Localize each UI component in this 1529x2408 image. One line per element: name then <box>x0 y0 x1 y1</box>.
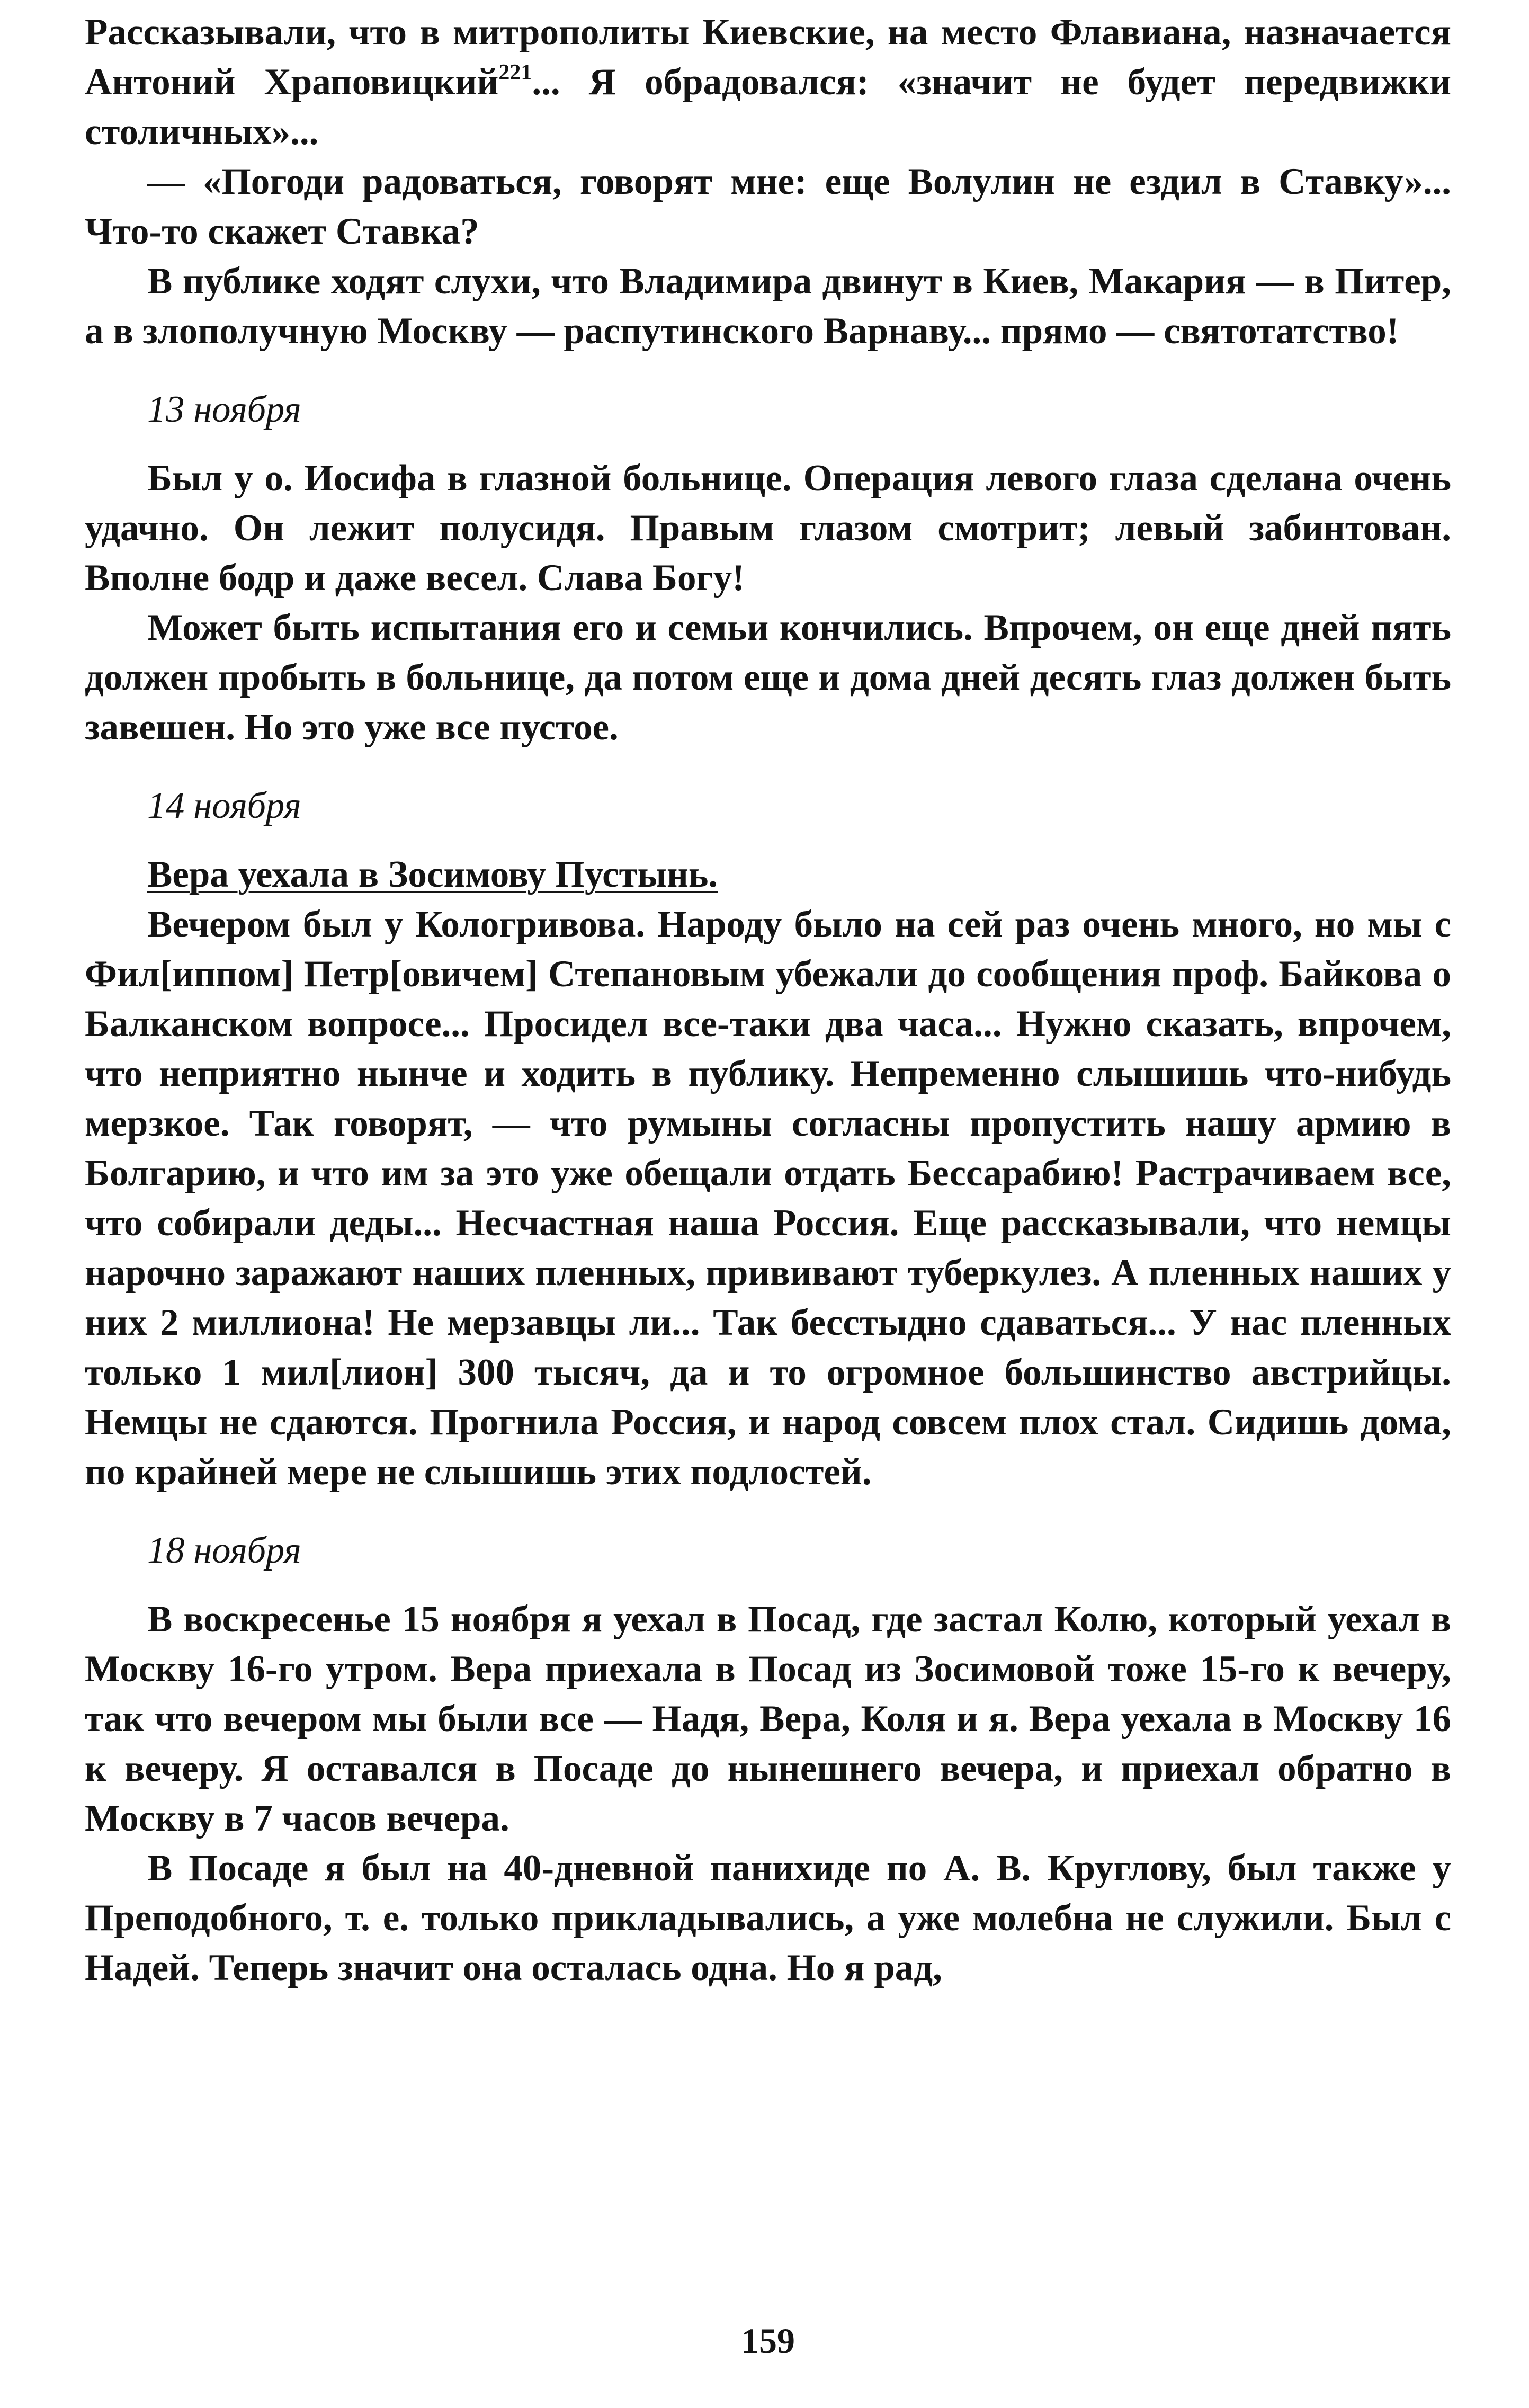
footnote-reference[interactable]: 221 <box>498 60 532 85</box>
paragraph-panikhida: В Посаде я был на 40-дневной панихиде по А. В. Круглову, был также у Преподобного, т. е. только прикладывались, а уже молебна не служили. Был с Надей. Теперь значит она осталась одна. Но я рад, <box>85 1848 1451 1988</box>
paragraph-kologrivov: Вечером был у Кологривова. Народу было на сей раз очень много, но мы с Фил[иппом] Петр[овичем] Степановым убежали до сообщения проф. Байкова о Балканском вопросе... Просидел все-таки два часа... Нужно сказать, впрочем, что неприятно нынче и ходить в публику. Непременно слышишь что-нибудь мерзкое. Так говорят, — что румыны согласны пропустить нашу армию в Болгарию, и что им за это уже обещали отдать Бессарабию! Растрачиваем все, что собирали деды... Несчастная наша Россия. Еще рассказывали, что немцы нарочно заражают наших пленных, прививают туберкулез. А пленных наших у них 2 миллиона! Не мерзавцы ли... Так бесстыдно сдаваться... У нас пленных только 1 мил[лион] 300 тысяч, да и то огромное большинство австрийцы. Немцы не сдаются. Прогнила Россия, и народ совсем плох стал. Сидишь дома, по крайней мере не слышишь этих подлостей. <box>85 904 1451 1493</box>
underlined-text: Вера уехала в Зосимову Пустынь. <box>147 854 718 895</box>
page-number: 159 <box>741 2321 795 2361</box>
entry-date: 14 ноября <box>147 785 301 826</box>
paragraph-metropolitans <box>85 0 1451 157</box>
entry-date: 13 ноября <box>147 389 301 430</box>
paragraph-rumors: В публике ходят слухи, что Владимира двинут в Киев, Макария — в Питер, а в злополучную Москву — распутинского Варнаву... прямо — святотатство! <box>85 261 1451 352</box>
paragraph-text: Рассказывали, что в митрополиты Киевские, на место Флавиана, назначается Антоний Храповицкий <box>85 12 1451 103</box>
paragraph-trials: Может быть испытания его и семьи кончились. Впрочем, он еще дней пять должен пробыть в больнице, да потом еще и дома дней десять глаз должен быть завешен. Но это уже все пустое. <box>85 607 1451 748</box>
paragraph-posad-trip: В воскресенье 15 ноября я уехал в Посад, где застал Колю, который уехал в Москву 16-го утром. Вера приехала в Посад из Зосимовой тоже 15-го к вечеру, так что вечером мы были все — Надя, Вера, Коля и я. Вера уехала в Москву 16 к вечеру. Я оставался в Посаде до нынешнего вечера, и приехал обратно в Москву в 7 часов вечера. <box>85 1599 1451 1839</box>
book-page <box>85 0 1451 2408</box>
paragraph-stavka: — «Погоди радоваться, говорят мне: еще Волулин не ездил в Ставку»... Что-то скажет Ставка? <box>85 161 1451 252</box>
paragraph-eye-hospital: Был у о. Иосифа в глазной больнице. Операция левого глаза сделана очень удачно. Он лежит полусидя. Правым глазом смотрит; левый забинтован. Вполне бодр и даже весел. Слава Богу! <box>85 458 1451 599</box>
paragraph-text: ... Я обрадовался: «значит не будет передвижки столичных»... <box>85 61 1452 153</box>
entry-date: 18 ноября <box>147 1530 301 1571</box>
paragraph-vera-left <box>85 850 1451 899</box>
